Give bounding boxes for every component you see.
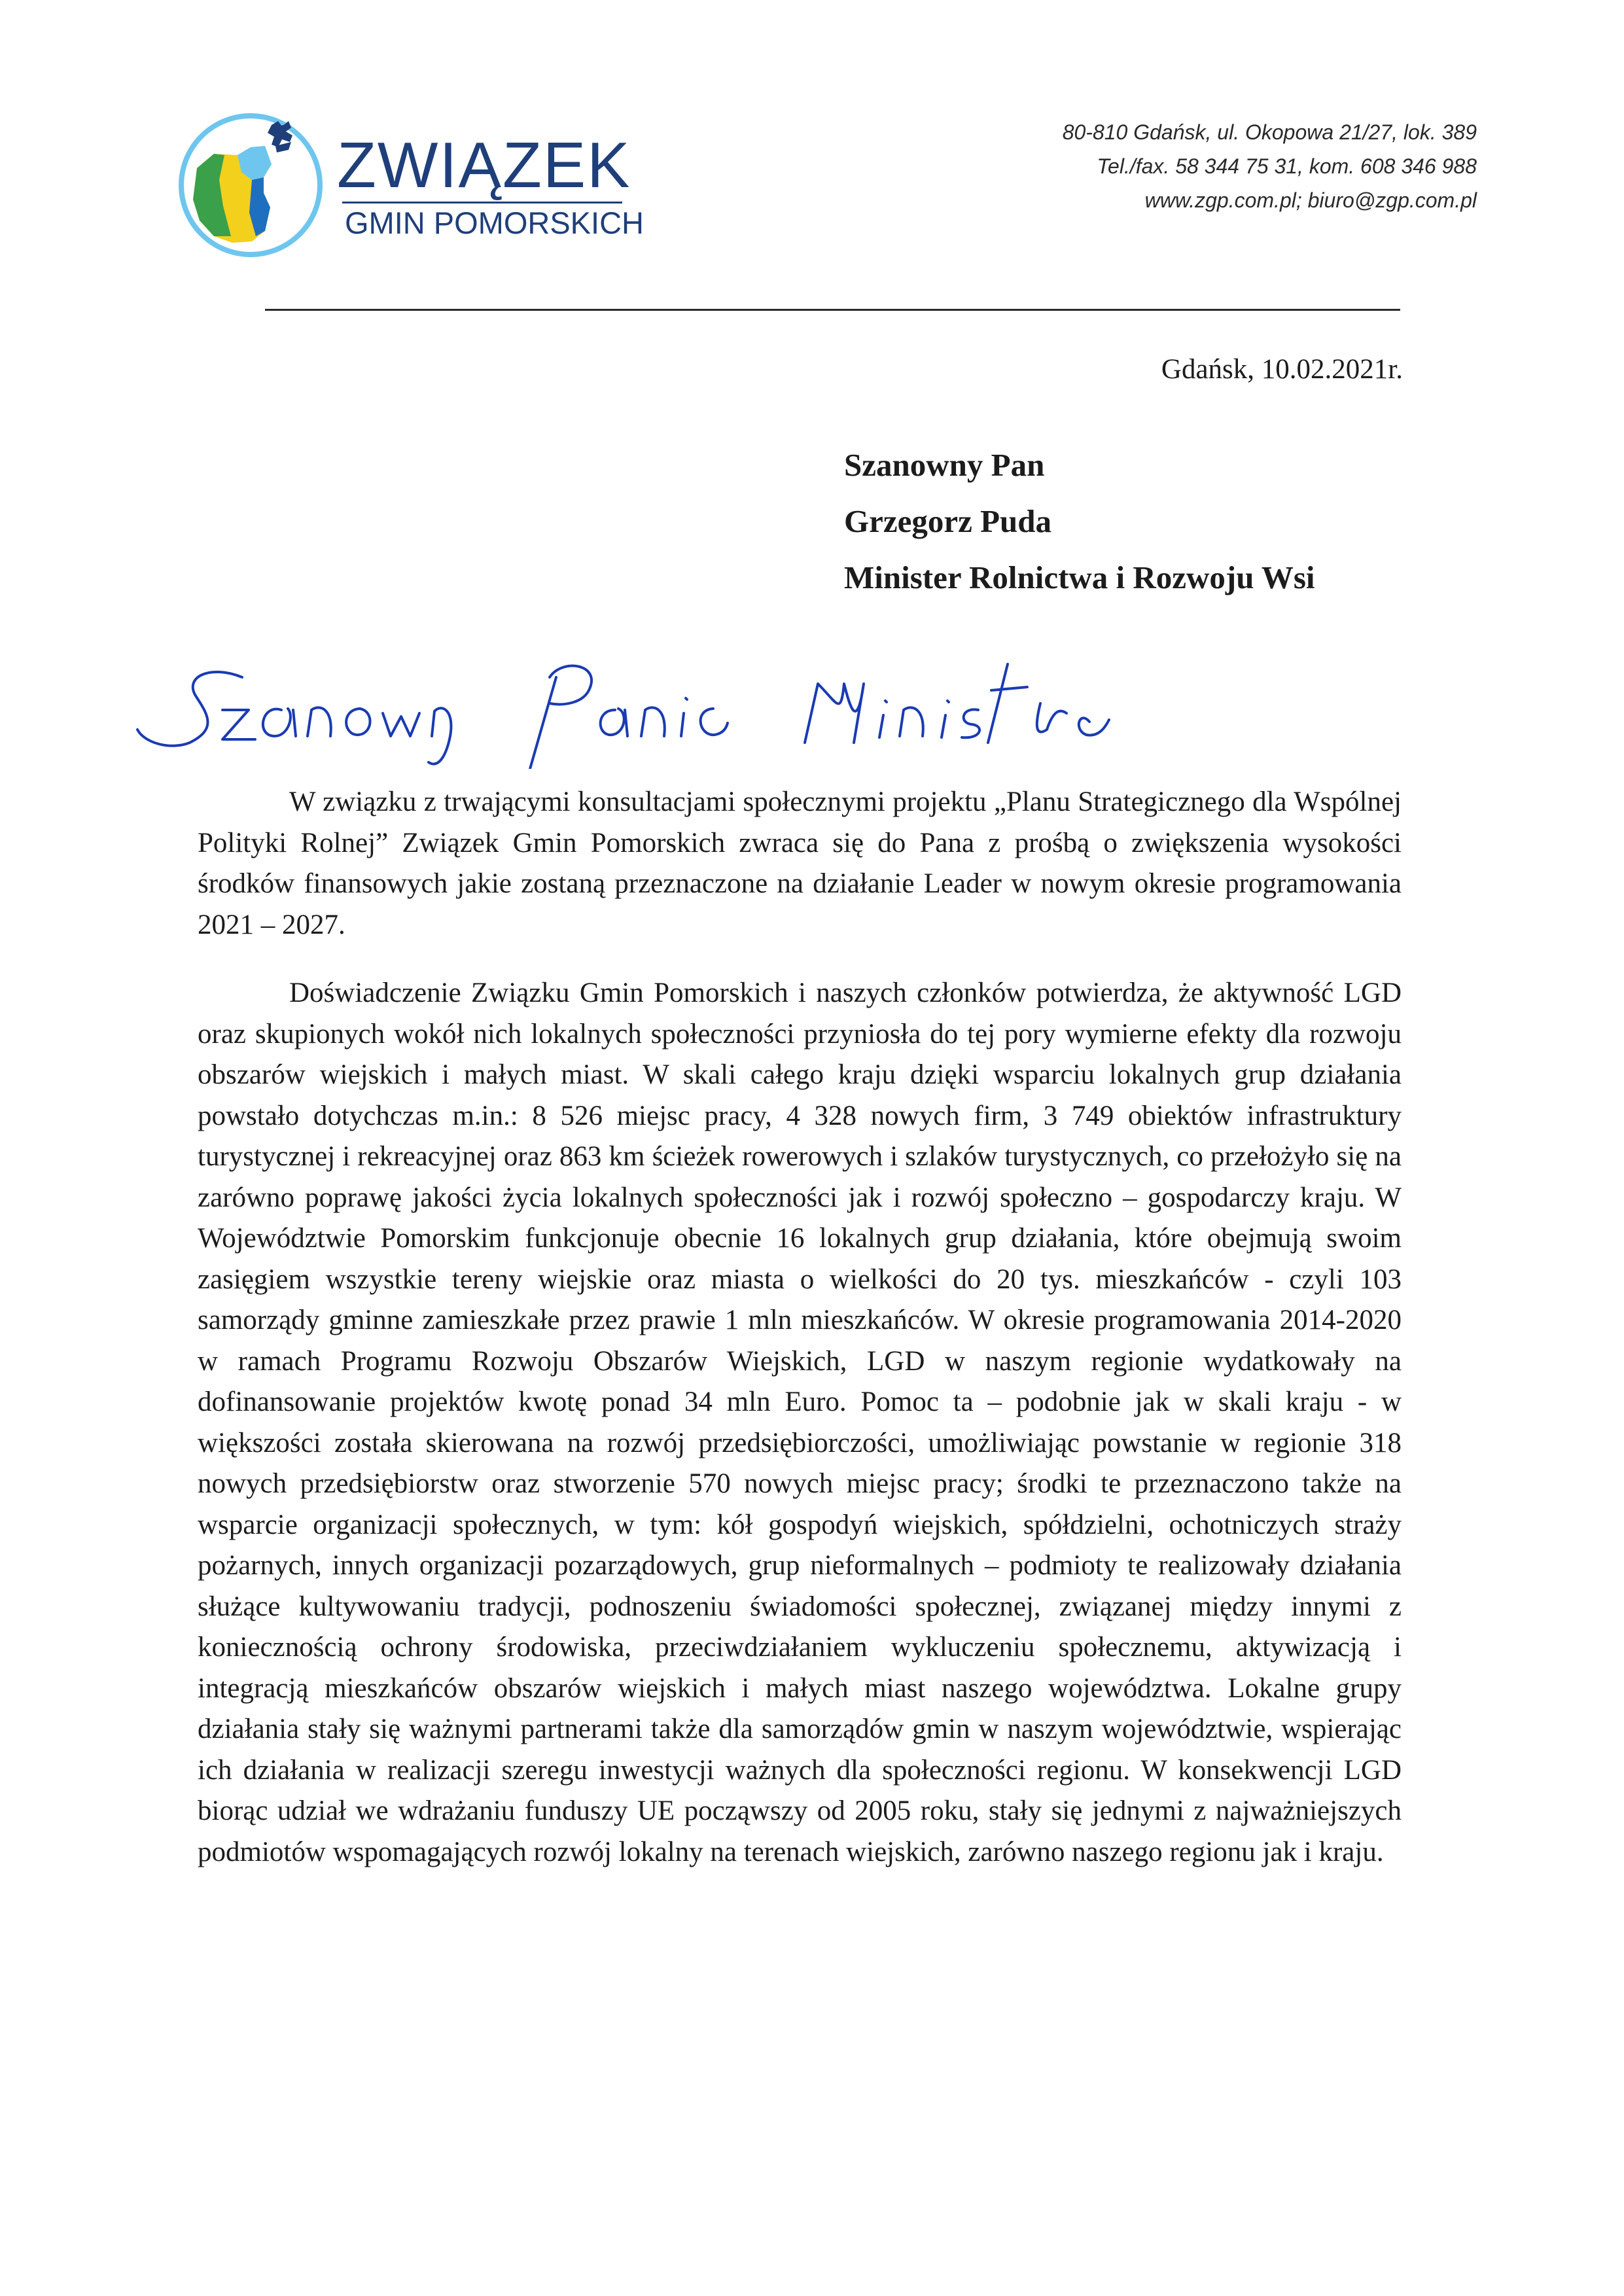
addressee-title: Minister Rolnictwa i Rozwoju Wsi <box>844 559 1315 595</box>
contact-phone: Tel./fax. 58 344 75 31, kom. 608 346 988 <box>1097 154 1477 178</box>
organization-logo <box>173 108 644 272</box>
pomerania-map-emblem-icon <box>173 108 330 265</box>
body-paragraph-2: Doświadczenie Związku Gmin Pomorskich i naszych członków potwierdza, że aktywność LGD oraz skupionych wokół nich lokalnych społeczności przyniosła do tej pory wymierne efekty dla rozwoju obszarów wiejskich i małych miast. W skali całego kraju dzięki wsparciu lokalnych grup działania powstało dotychczas m.in.: 8 526 miejsc pracy, 4 328 nowych firm, 3 749 obiektów infrastruktury turystycznej i rekreacyjnej oraz 863 km ścieżek rowerowych i szlaków turystycznych, co przełożyło się na zarówno poprawę jakości życia lokalnych społeczności jak i rozwój społeczno – gospodarczy kraju. W Województwie Pomorskim funkcjonuje obecnie 16 lokalnych grup działania, które obejmują swoim zasięgiem wszystkie tereny wiejskie oraz miasta o wielkości do 20 tys. mieszkańców - czyli 103 samorządy gminne zamieszkałe przez prawie 1 mln mieszkańców. W okresie programowania 2014-2020 w ramach Programu Rozwoju Obszarów Wiejskich, LGD w naszym regionie wydatkowały na dofinansowanie projektów kwotę ponad 34 mln Euro. Pomoc ta – podobnie jak w skali kraju - w większości została skierowana na rozwój przedsiębiorczości, umożliwiając powstanie w regionie 318 nowych przedsiębiorstw oraz stworzenie 570 nowych miejsc pracy; środki te przeznaczono także na wsparcie organizacji społecznych, w tym: kół gospodyń wiejskich, spółdzielni, ochotniczych straży pożarnych, innych organizacji pozarządowych, grup nieformalnych – podmioty te realizowały działania służące kultywowaniu tradycji, podnoszeniu świadomości społecznej, związanej między innymi z koniecznością ochrony środowiska, przeciwdziałaniem wykluczeniu społecznemu, aktywizacją i integracją mieszkańców obszarów wiejskich i małych miast naszego województwa. Lokalne grupy działania stały się ważnymi partnerami także dla samorządów gmin w naszym województwie, wspierając ich działania w realizacji szeregu inwestycji ważnych dla społeczności regionu. W konsekwencji LGD biorąc udział we wdrażaniu funduszy UE począwszy od 2005 roku, stały się jednymi z najważniejszych podmiotów wspomagających rozwój lokalny na terenach wiejskich, zarówno naszego regionu jak i kraju. <box>198 978 1402 1867</box>
logo-divider <box>342 202 622 203</box>
letter-date: Gdańsk, 10.02.2021r. <box>1161 354 1403 385</box>
logo-subtitle: GMIN POMORSKICH <box>345 205 644 240</box>
addressee-block <box>844 437 1315 606</box>
contact-web: www.zgp.com.pl; biuro@zgp.com.pl <box>1144 188 1477 212</box>
addressee-salutation: Szanowny Pan <box>844 447 1045 483</box>
body-paragraph-1: W związku z trwającymi konsultacjami społecznymi projektu „Planu Strategicznego dla Wspólnej Polityki Rolnej” Związek Gmin Pomorskich zwraca się do Pana z prośbą o zwiększenia wysokości środków finansowych jakie zostaną przeznaczone na działanie Leader w nowym okresie programowania 2021 – 2027. <box>198 786 1402 940</box>
addressee-name: Grzegorz Puda <box>844 503 1052 539</box>
logo-title: ZWIĄZEK <box>337 129 631 201</box>
contact-info <box>1063 115 1477 217</box>
header-divider <box>265 309 1400 311</box>
letter-body <box>198 782 1402 1873</box>
contact-address: 80-810 Gdańsk, ul. Okopowa 21/27, lok. 389 <box>1062 120 1477 144</box>
handwritten-greeting <box>131 638 1125 769</box>
